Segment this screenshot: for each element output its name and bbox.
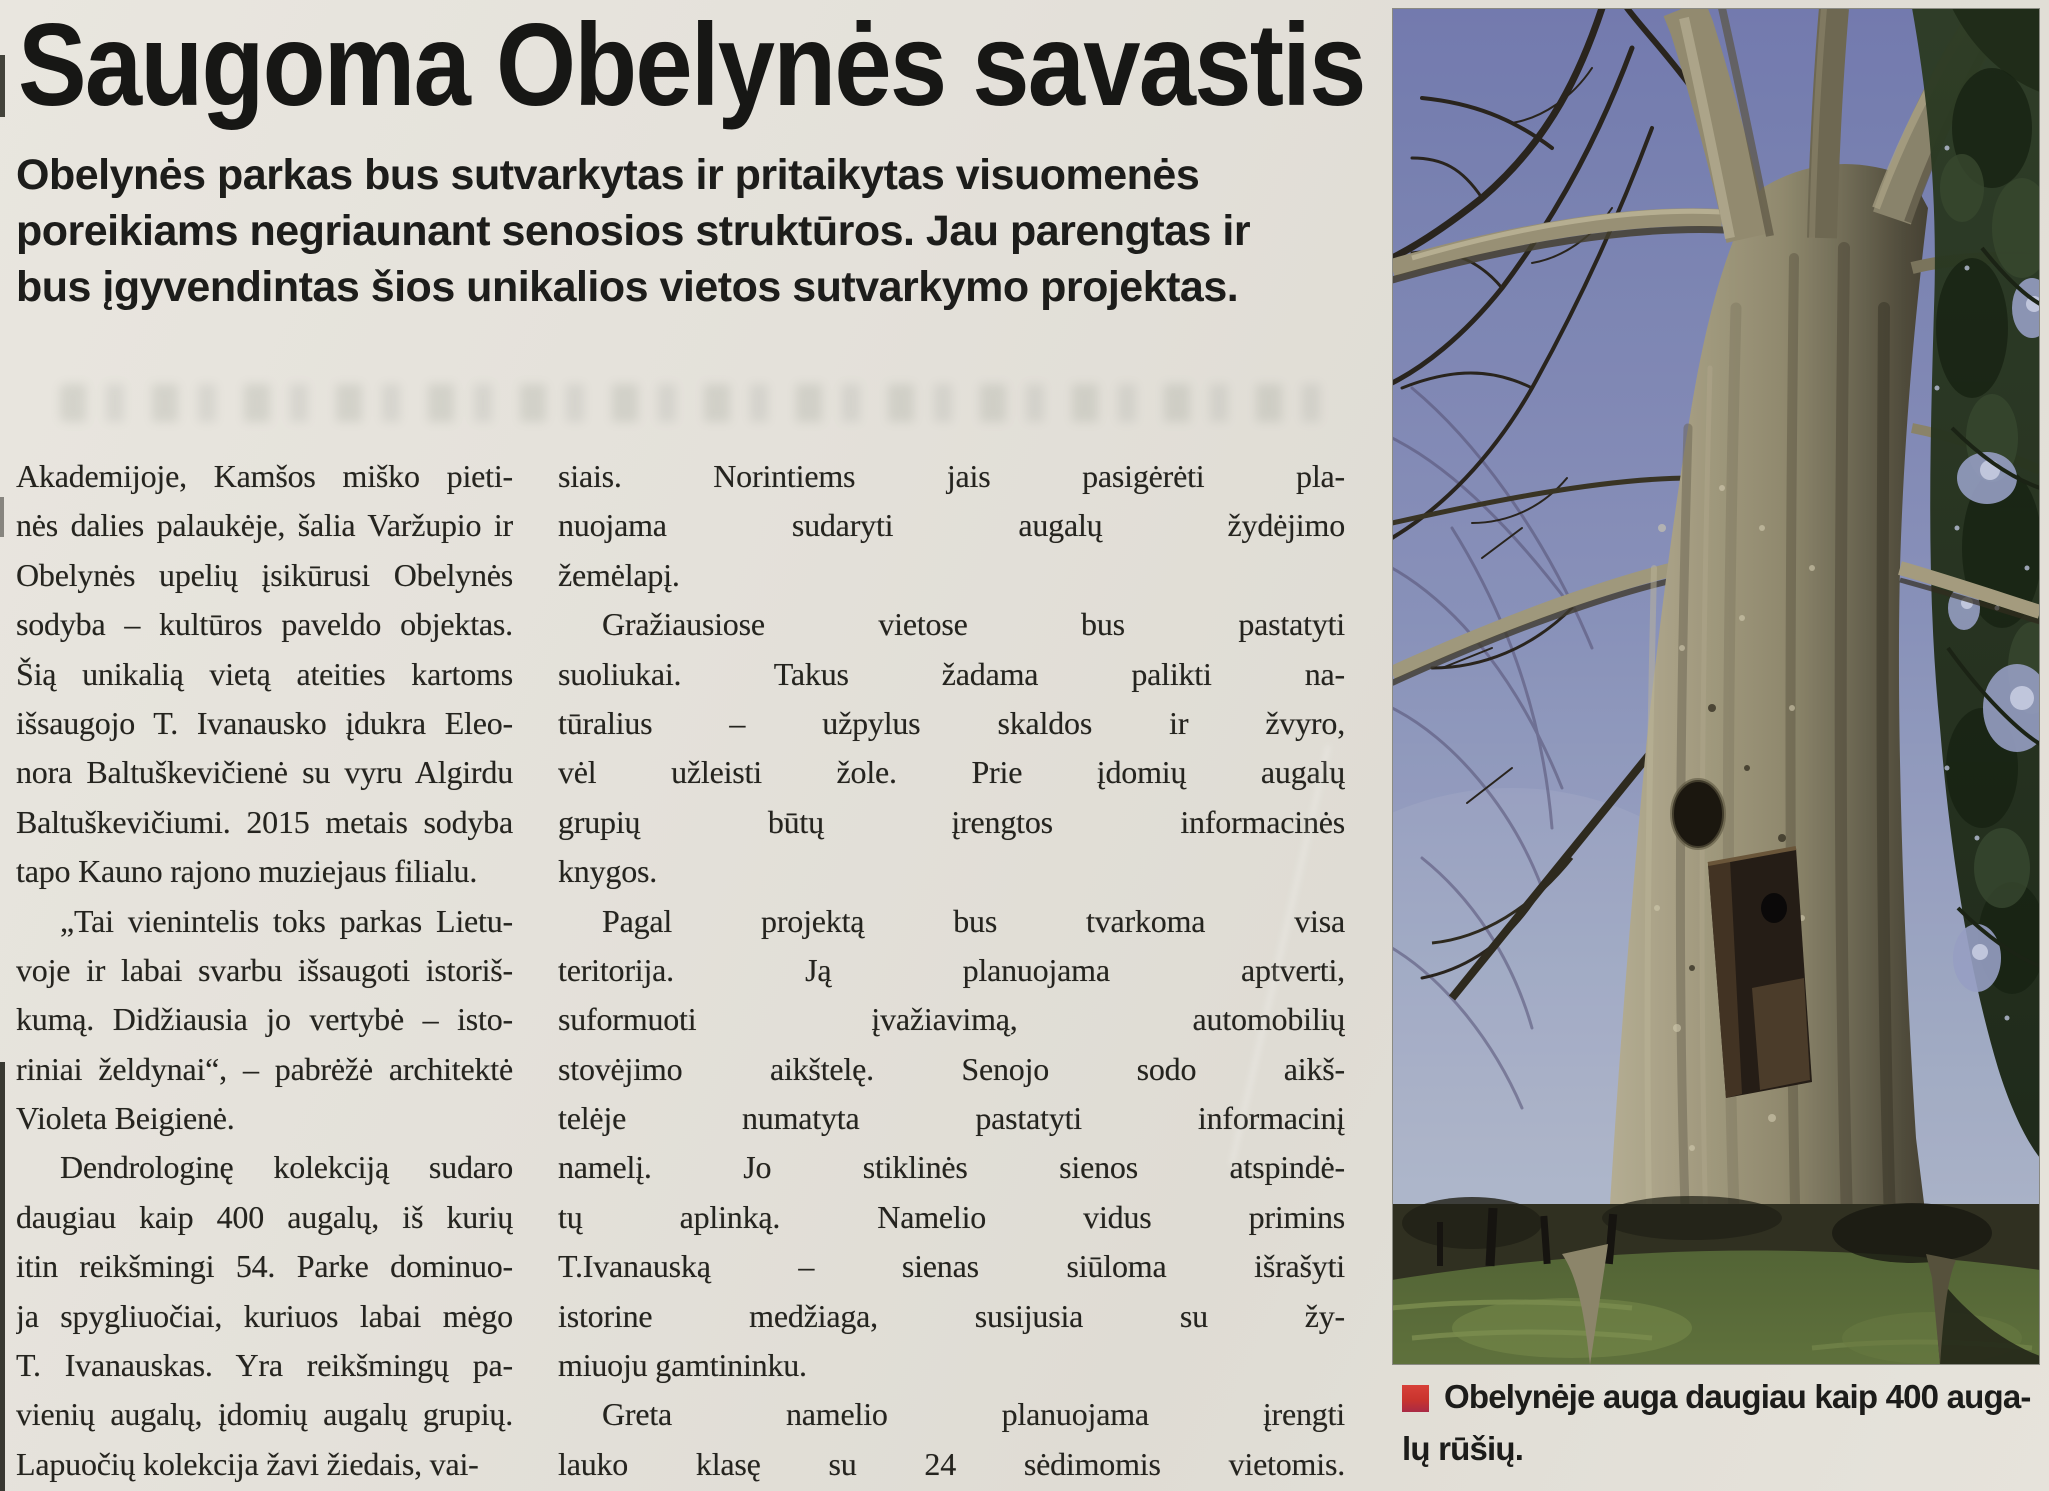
body-line: istorine medžiaga, susijusia su žy- — [558, 1297, 1345, 1334]
body-line: suoliukai. Takus žadama palikti na- — [558, 655, 1345, 692]
body-line: tapo Kauno rajono muziejaus filialu. — [16, 853, 478, 890]
body-line: telėje numatyta pastatyti informacinį — [558, 1100, 1345, 1137]
body-line: ja spygliuočiai, kuriuos labai mėgo — [16, 1297, 513, 1334]
body-line: Dendrologinę kolekciją sudaro — [60, 1149, 513, 1186]
body-line: Baltuškevičiumi. 2015 metais sodyba — [16, 803, 513, 840]
column-rule — [0, 55, 5, 117]
body-line: namelį. Jo stiklinės sienos atspindė- — [558, 1149, 1345, 1186]
body-line: knygos. — [558, 853, 658, 890]
body-line: tų aplinką. Namelio vidus primins — [558, 1198, 1345, 1235]
body-line: Violeta Beigienė. — [16, 1100, 235, 1137]
body-line: suformuoti įvažiavimą, automobilių — [558, 1001, 1345, 1038]
body-line: Lapuočių kolekcija žavi žiedais, vai- — [16, 1445, 479, 1482]
body-line: riniai želdynai“, – pabrėžė architektė — [16, 1050, 513, 1087]
body-line: vienių augalų, įdomių augalų grupių. — [16, 1396, 513, 1433]
body-line: Greta namelio planuojama įrengti — [602, 1396, 1345, 1433]
tree-photo-illustration — [1392, 8, 2040, 1365]
body-line: teritorija. Ją planuojama aptverti, — [558, 951, 1345, 988]
lead-line: poreikiams negriaunant senosios struktūros. Jau parengtas ir — [16, 207, 1251, 255]
body-line: Obelynės upelių įsikūrusi Obelynės — [16, 556, 513, 593]
body-line: miuoju gamtininku. — [558, 1347, 807, 1384]
column-rule — [0, 497, 4, 537]
body-line: itin reikšmingi 54. Parke dominuo- — [16, 1248, 513, 1285]
body-line: nės dalies palaukėje, šalia Varžupio ir — [16, 507, 513, 544]
body-line: nuojama sudaryti augalų žydėjimo — [558, 507, 1345, 544]
body-line: stovėjimo aikštelę. Senojo sodo aikš- — [558, 1050, 1345, 1087]
body-line: lauko klasę su 24 sėdimomis vietomis. — [558, 1445, 1345, 1482]
body-line: „Tai vienintelis toks parkas Lietu- — [60, 902, 513, 939]
body-line: vėl užleisti žole. Prie įdomių augalų — [558, 754, 1345, 791]
body-line: siais. Norintiems jais pasigėrėti pla- — [558, 458, 1345, 494]
body-line: tūralius – užpylus skaldos ir žvyro, — [558, 704, 1345, 741]
body-line: sodyba – kultūros paveldo objektas. — [16, 606, 513, 643]
body-line: voje ir labai svarbu išsaugoti istoriš- — [16, 951, 513, 988]
body-line: Gražiausiose vietose bus pastatyti — [602, 606, 1345, 643]
caption-line: lų rūšių. — [1402, 1430, 1524, 1467]
body-line: Akademijoje, Kamšos miško pieti- — [16, 458, 513, 494]
body-line: Šią unikalią vietą ateities kartoms — [16, 655, 513, 692]
body-line: nora Baltuškevičienė su vyru Algirdu — [16, 754, 513, 791]
article-column-2 — [558, 452, 1345, 1489]
lead-paragraph — [16, 147, 1376, 315]
print-ghosting-artifact — [60, 384, 1330, 422]
lead-line: bus įgyvendintas šios unikalios vietos sutvarkymo projektas. — [16, 263, 1239, 311]
body-line: žemėlapį. — [558, 556, 680, 593]
body-line: Pagal projektą bus tvarkoma visa — [602, 902, 1345, 939]
body-line: daugiau kaip 400 augalų, iš kurių — [16, 1198, 513, 1235]
article-photo — [1392, 8, 2040, 1365]
body-line: išsaugojo T. Ivanausko įdukra Eleo- — [16, 704, 513, 741]
body-line: T.Ivanauską – sienas siūloma išrašyti — [558, 1248, 1345, 1285]
body-line: T. Ivanauskas. Yra reikšmingų pa- — [16, 1347, 513, 1384]
headline: Saugoma Obelynės savastis — [18, 0, 1365, 130]
column-rule — [0, 1062, 5, 1491]
lead-line: Obelynės parkas bus sutvarkytas ir pritaikytas visuomenės — [16, 151, 1200, 199]
caption-line: Obelynėje auga daugiau kaip 400 auga- — [1444, 1378, 2031, 1415]
body-line: grupių būtų įrengtos informacinės — [558, 803, 1345, 840]
caption-bullet-icon — [1402, 1385, 1429, 1412]
photo-caption — [1392, 1372, 2048, 1490]
article-column-1 — [16, 452, 513, 1489]
body-line: kumą. Didžiausia jo vertybė – isto- — [16, 1001, 513, 1038]
